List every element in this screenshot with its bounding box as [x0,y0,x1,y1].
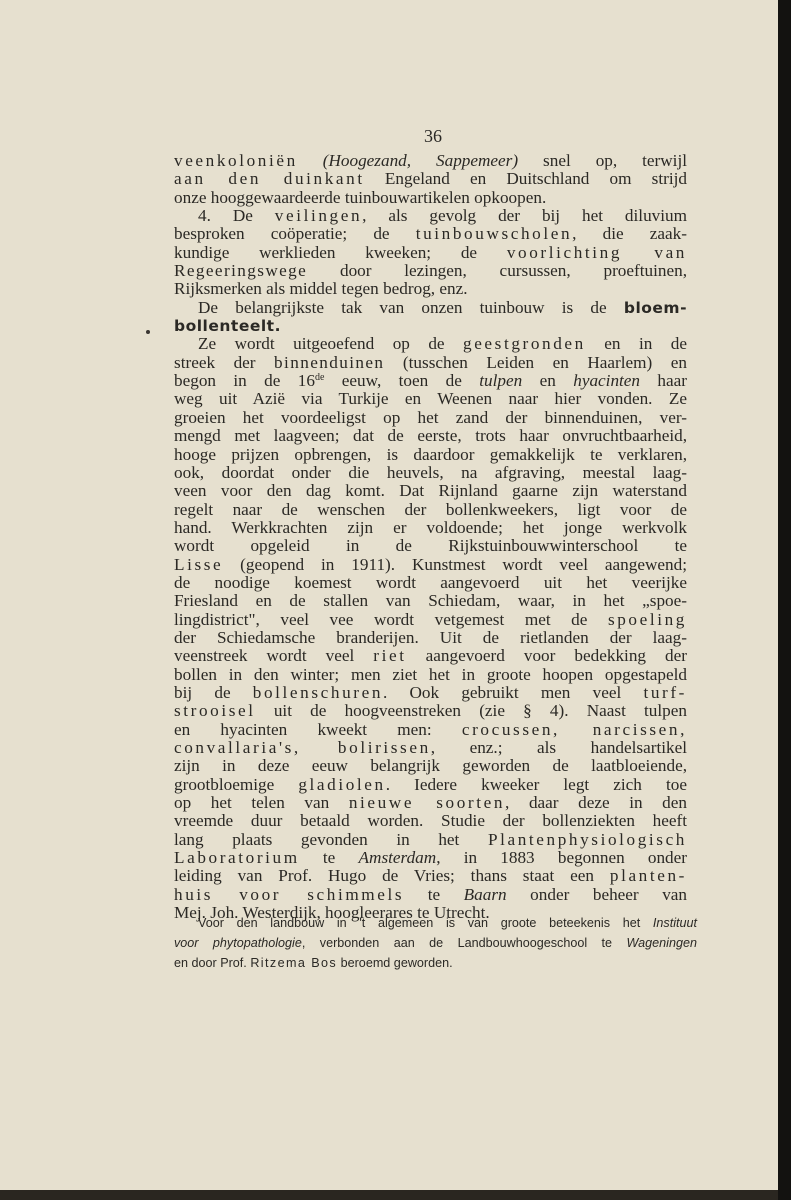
scan-edge-bottom [0,1190,778,1200]
text-line: zijn in deze eeuw belangrijk geworden de laatbloeiende, [174,756,687,776]
text-line: de noodige koemest wordt aangevoerd uit het veerijke [174,572,687,592]
text-line: Ze wordt uitgeoefend op de geestgronden en in de [198,334,687,354]
text-line: onze hooggewaardeerde tuinbouwartikelen opkoopen. [174,187,547,207]
footnote-line: en door Prof. Ritzema Bos beroemd geworden. [174,956,453,970]
text-line: wordt opgeleid in de Rijkstuinbouwwinterschool te [174,536,688,556]
text-line: Lisse (geopend in 1911). Kunstmest wordt veel aangewend; [174,554,687,574]
text-line: streek der binnenduinen (tusschen Leiden en Haarlem) en [174,352,687,372]
text-line: der Schiedamsche branderijen. Uit de rietlanden der laag- [174,627,687,647]
footnote-line: Voor den landbouw in 't algemeen is van groote beteekenis het Instituut [198,916,697,930]
text-line: hooge prijzen opbrengen, is daardoor gemakkelijk te verklaren, [174,444,687,464]
text-line: ook, doordat onder die heuvels, na afgraving, meestal laag- [174,462,687,482]
text-line: groeien het voordeeligst op het zand der binnenduinen, ver- [174,407,687,427]
text-line: convallaria's, bolirissen, enz.; als handelsartikel [174,738,688,757]
footnote [174,913,697,973]
text-line: veen voor den dag komt. Dat Rijnland gaarne zijn waterstand [174,481,687,501]
text-line: kundige werklieden kweeken; de voorlichting van [174,242,687,262]
text-line: veenstreek wordt veel riet aangevoerd voor bedekking der [174,646,687,666]
text-line: grootbloemige gladiolen. Iedere kweeker legt zich toe [174,774,687,794]
text-line: lingdistrict", veel vee wordt vetgemest met de spoeling [174,609,687,629]
text-line: besproken coöperatie; de tuinbouwscholen, die zaak- [174,224,687,244]
text-line: Friesland en de stallen van Schiedam, waar, in het „spoe- [174,591,687,611]
text-line: mengd met laagveen; dat de eerste, trots haar onvruchtbaarheid, [174,426,687,446]
page-number: 36 [424,126,442,146]
text-line: leiding van Prof. Hugo de Vries; thans staat een planten- [174,866,687,886]
text-line: op het telen van nieuwe soorten, daar deze in den [174,793,687,813]
text-line: Regeeringswege door lezingen, cursussen, proeftuinen, [174,261,687,281]
text-line: bollenteelt. [174,317,281,336]
text-line: bij de bollenschuren. Ook gebruikt men veel turf- [174,682,687,702]
text-line: veenkoloniën (Hoogezand, Sappemeer) snel op, terwijl [174,151,687,170]
text-line: 4. De veilingen, als gevolg der bij het diluvium [198,206,687,226]
text-line: lang plaats gevonden in het Plantenphysiologisch [174,829,687,849]
text-line: aan den duinkant Engeland en Duitschland om strijd [174,169,687,189]
text-line: hand. Werkkrachten zijn er voldoende; het jonge werkvolk [174,517,687,537]
scan-edge-right [778,0,791,1200]
text-line: Laboratorium te Amsterdam, in 1883 begonnen onder [174,848,688,868]
text-line: en hyacinten kweekt men: crocussen, narcissen, [174,719,687,739]
text-line: vreemde duur betaald worden. Studie der bollenziekten heeft [174,811,687,831]
text-line: regelt naar de wenschen der bollenkweekers, ligt voor de [174,499,687,519]
text-line: huis voor schimmels te Baarn onder beheer van [174,884,688,904]
text-line: Mej. Joh. Westerdijk, hoogleerares te Utrecht. [174,903,490,923]
footnote-line: voor phytopathologie, verbonden aan de Landbouwhoogeschool te Wageningen [174,936,697,950]
text-line: bollen in den winter; men ziet het in groote hoopen opgestapeld [174,664,687,684]
text-line: Rijksmerken als middel tegen bedrog, enz. [174,279,468,299]
text-line: strooisel uit de hoogveenstreken (zie § 4). Naast tulpen [174,701,687,721]
body-text [174,152,687,922]
text-line: weg uit Azië via Turkije en Weenen naar hier vonden. Ze [174,389,687,409]
text-line: begon in de 16de eeuw, toen de tulpen en hyacinten haar [174,371,687,391]
text-line: De belangrijkste tak van onzen tuinbouw is de bloem- [198,297,687,317]
margin-dot [146,330,150,334]
